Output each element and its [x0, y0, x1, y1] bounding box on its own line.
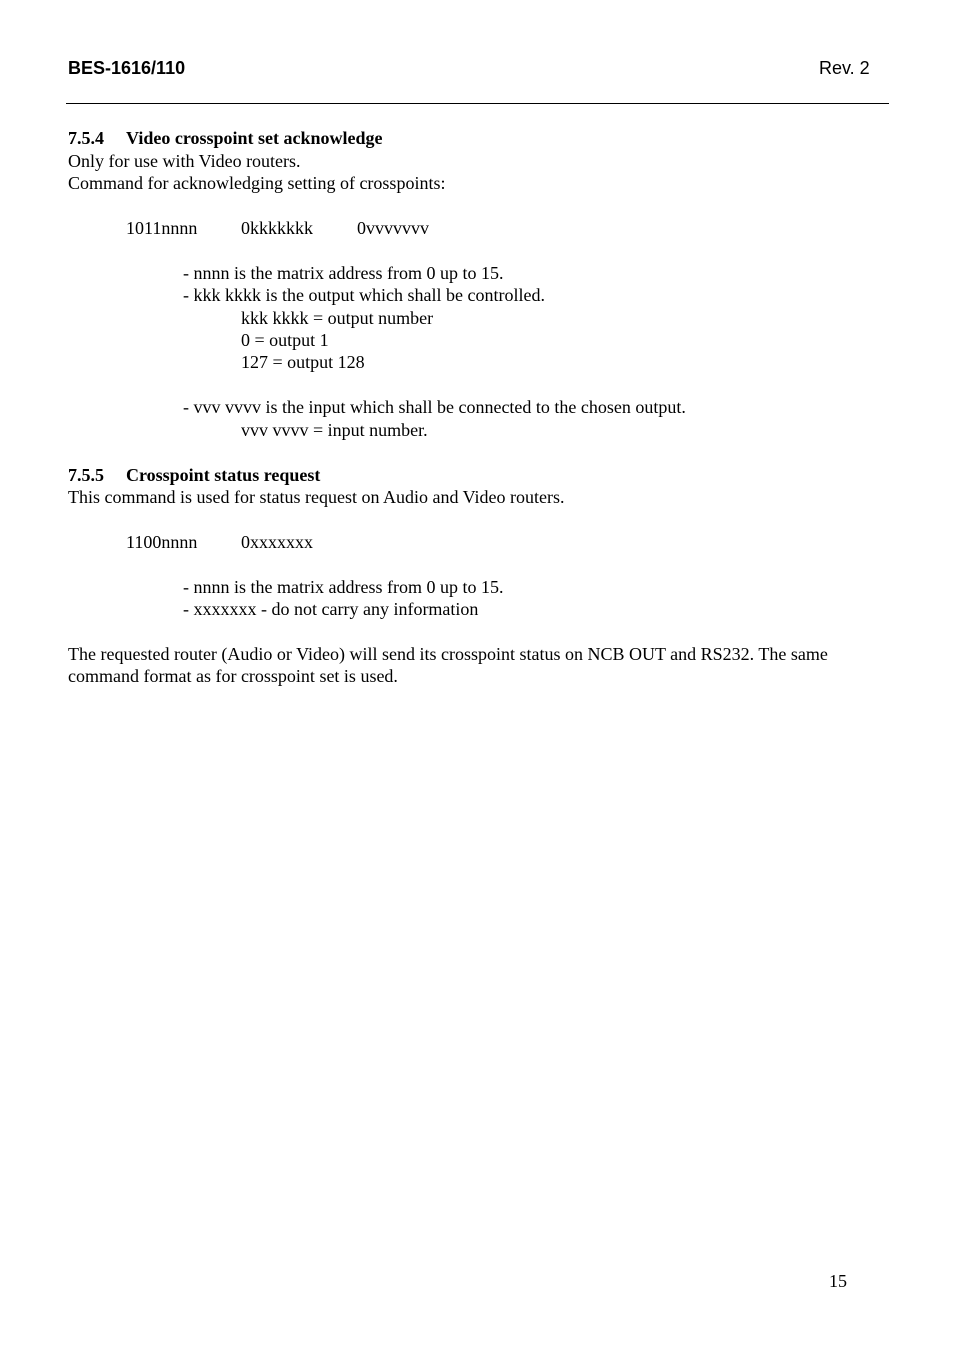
paragraph: The requested router (Audio or Video) will send its crosspoint status on NCB OUT and RS232. The same: [68, 644, 828, 664]
paragraph: This command is used for status request on Audio and Video routers.: [68, 487, 565, 507]
page-number: 15: [829, 1271, 847, 1291]
sub-item: kkk kkkk = output number: [241, 308, 434, 328]
paragraph: command format as for crosspoint set is used.: [68, 666, 398, 686]
section-number: 7.5.4: [68, 128, 104, 148]
list-item: - vvv vvvv is the input which shall be connected to the chosen output.: [183, 397, 686, 417]
header-divider: [66, 103, 889, 104]
sub-item: 127 = output 128: [241, 352, 365, 372]
command-byte-1: 1100nnnn: [126, 532, 198, 552]
section-754-heading: [68, 127, 383, 149]
section-number: 7.5.5: [68, 465, 104, 485]
paragraph: Only for use with Video routers.: [68, 151, 301, 171]
section-title: Crosspoint status request: [126, 465, 321, 485]
section-755-heading: [68, 464, 320, 486]
list-item: - nnnn is the matrix address from 0 up to 15.: [183, 263, 504, 283]
revision-label: Rev. 2: [819, 58, 870, 78]
sub-item: 0 = output 1: [241, 330, 329, 350]
command-byte-1: 1011nnnn: [126, 218, 198, 238]
command-byte-2: 0xxxxxxx: [241, 532, 313, 552]
document-id: BES-1616/110: [68, 58, 186, 78]
sub-item: vvv vvvv = input number.: [241, 420, 428, 440]
paragraph: Command for acknowledging setting of crosspoints:: [68, 173, 446, 193]
list-item: - nnnn is the matrix address from 0 up to 15.: [183, 577, 504, 597]
section-title: Video crosspoint set acknowledge: [126, 128, 383, 148]
command-byte-3: 0vvvvvvv: [357, 218, 429, 238]
list-item: - xxxxxxx - do not carry any information: [183, 599, 479, 619]
list-item: - kkk kkkk is the output which shall be controlled.: [183, 285, 545, 305]
command-byte-2: 0kkkkkkk: [241, 218, 313, 238]
